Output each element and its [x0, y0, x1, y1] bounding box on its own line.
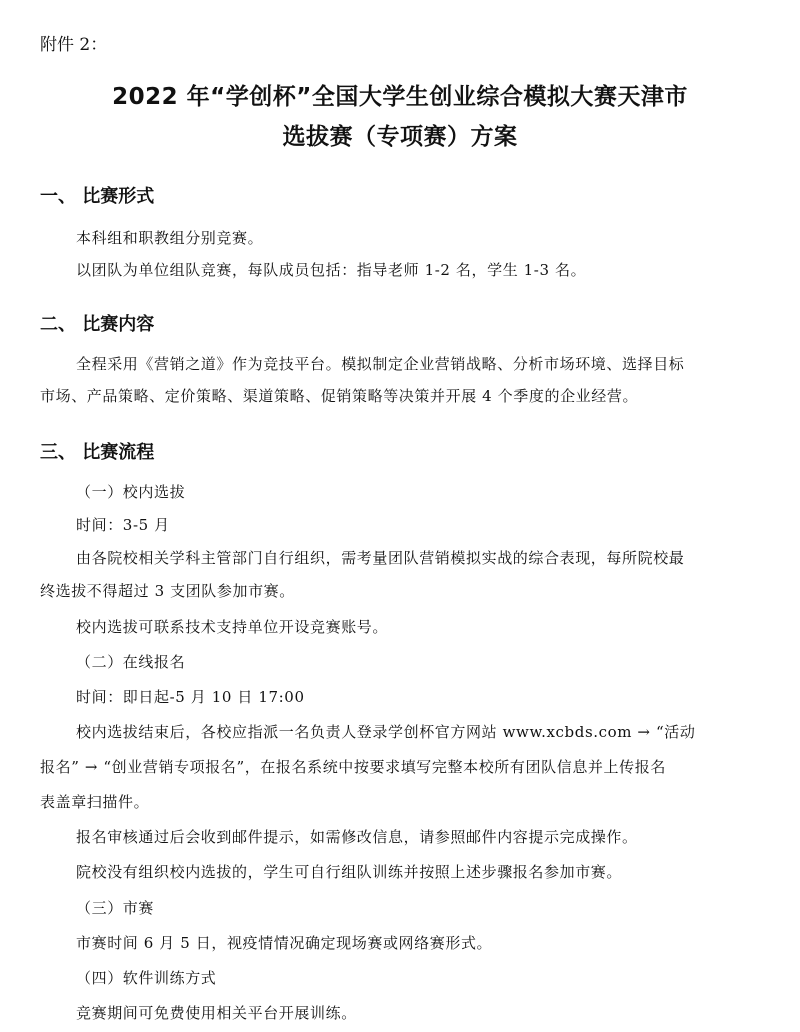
paragraph: 由各院校相关学科主管部门自行组织，需考量团队营销模拟实战的综合表现，每所院校最 [76, 549, 685, 567]
paragraph-continuation: 表盖章扫描件。 [40, 793, 150, 811]
document-title-line-1: 2022 年“学创杯”全国大学生创业综合模拟大赛天津市 [112, 84, 688, 110]
subsection-heading-campus-selection: （一）校内选拔 [76, 483, 186, 501]
paragraph: 全程采用《营销之道》作为竞技平台。模拟制定企业营销战略、分析市场环境、选择目标 [76, 355, 685, 373]
paragraph: 竞赛期间可免费使用相关平台开展训练。 [76, 1004, 357, 1022]
document-title-line-2: 选拔赛（专项赛）方案 [282, 124, 518, 150]
paragraph: 校内选拔可联系技术支持单位开设竞赛账号。 [76, 618, 389, 636]
paragraph: 市赛时间 6 月 5 日，视疫情情况确定现场赛或网络赛形式。 [76, 934, 493, 952]
paragraph: 时间：3-5 月 [76, 516, 170, 534]
subsection-heading-online-registration: （二）在线报名 [76, 653, 186, 671]
paragraph: 以团队为单位组队竞赛，每队成员包括：指导老师 1-2 名，学生 1-3 名。 [76, 261, 587, 279]
paragraph-continuation: 终选拔不得超过 3 支团队参加市赛。 [40, 582, 295, 600]
section-heading-process: 三、 比赛流程 [40, 442, 155, 463]
section-heading-content: 二、 比赛内容 [40, 314, 155, 335]
paragraph: 时间：即日起-5 月 10 日 17:00 [76, 688, 305, 706]
attachment-label: 附件 2： [40, 35, 108, 55]
paragraph: 报名审核通过后会收到邮件提示，如需修改信息，请参照邮件内容提示完成操作。 [76, 828, 638, 846]
paragraph-continuation: 报名” → “创业营销专项报名”，在报名系统中按要求填写完整本校所有团队信息并上传报名 [40, 758, 666, 776]
paragraph-continuation: 市场、产品策略、定价策略、渠道策略、促销策略等决策并开展 4 个季度的企业经营。 [40, 387, 639, 405]
section-heading-format: 一、 比赛形式 [40, 186, 155, 207]
paragraph: 院校没有组织校内选拔的，学生可自行组队训练并按照上述步骤报名参加市赛。 [76, 863, 623, 881]
paragraph: 本科组和职教组分别竞赛。 [76, 229, 264, 247]
subsection-heading-training: （四）软件训练方式 [76, 969, 217, 987]
paragraph: 校内选拔结束后，各校应指派一名负责人登录学创杯官方网站 www.xcbds.com → “活动 [76, 723, 696, 741]
subsection-heading-city-contest: （三）市赛 [76, 899, 155, 917]
